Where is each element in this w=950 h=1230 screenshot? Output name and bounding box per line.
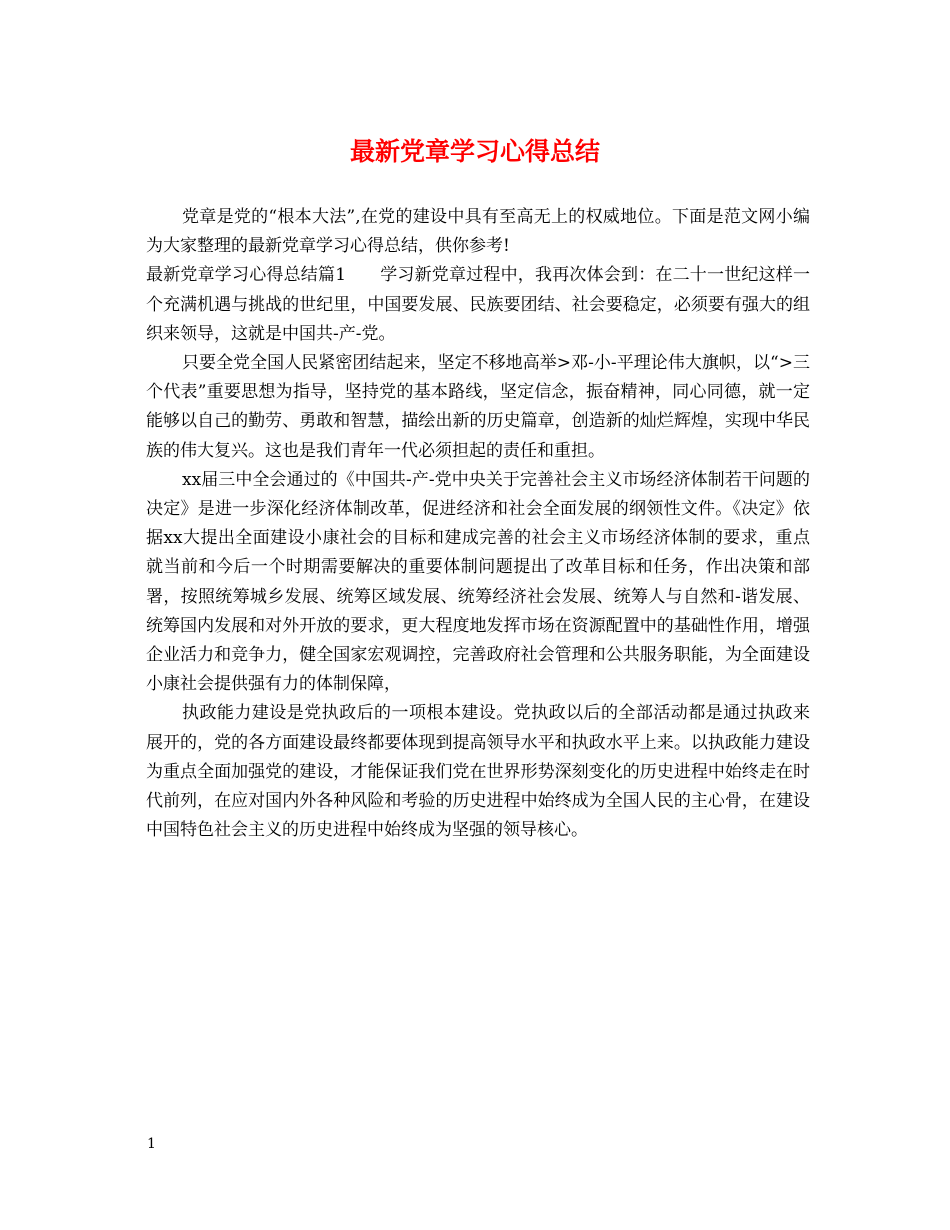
paragraph-decision: xx届三中全会通过的《中国共-产-党中央关于完善社会主义市场经济体制若干问题的决定》是进一步深化经济体制改革，促进经济和社会全面发展的纲领性文件。《决定》依据xx大提出全面建设小康社会的目标和建成完善的社会主义市场经济体制的要求，重点就当前和今后一个时期需要解决的重要体制问题提出了改革目标和任务，作出决策和部署，按照统筹城乡发展、统筹区域发展、统筹经济社会发展、统筹人与自然和-谐发展、统筹国内发展和对外开放的要求，更大程度地发挥市场在资源配置中的基础性作用，增强企业活力和竞争力，健全国家宏观调控，完善政府社会管理和公共服务职能，为全面建设小康社会提供强有力的体制保障， [146,469,810,695]
paragraph-governance: 执政能力建设是党执政后的一项根本建设。党执政以后的全部活动都是通过执政来展开的，党的各方面建设最终都要体现到提高领导水平和执政水平上来。以执政能力建设为重点全面加强党的建设，才能保证我们党在世界形势深刻变化的历史进程中始终走在时代前列，在应对国内外各种风险和考验的历史进程中始终成为全国人民的主心骨，在建设中国特色社会主义的历史进程中始终成为坚强的领导核心。 [146,703,810,841]
section-text: 学习新党章过程中，我再次体会到：在二十一世纪这样一个充满机遇与挑战的世纪里，中国要发展、民族要团结、社会要稳定，必须要有强大的组织来领导，这就是中国共-产-党。 [146,265,810,344]
section-heading: 最新党章学习心得总结篇1 [146,265,347,286]
section-paragraph [146,261,810,349]
document-body [146,203,810,845]
intro-paragraph: 党章是党的“根本大法”,在党的建设中具有至高无上的权威地位。下面是范文网小编为大家整理的最新党章学习心得总结，供你参考! [146,207,810,257]
page-title: 最新党章学习心得总结 [349,137,600,166]
page-number: 1 [147,1136,156,1152]
paragraph-theory: 只要全党全国人民紧密团结起来，坚定不移地高举>邓-小-平理论伟大旗帜，以“>三个代表”重要思想为指导，坚持党的基本路线，坚定信念，振奋精神，同心同德，就一定能够以自己的勤劳、勇敢和智慧，描绘出新的历史篇章，创造新的灿烂辉煌，实现中华民族的伟大复兴。这也是我们青年一代必须担起的责任和重担。 [146,353,810,461]
